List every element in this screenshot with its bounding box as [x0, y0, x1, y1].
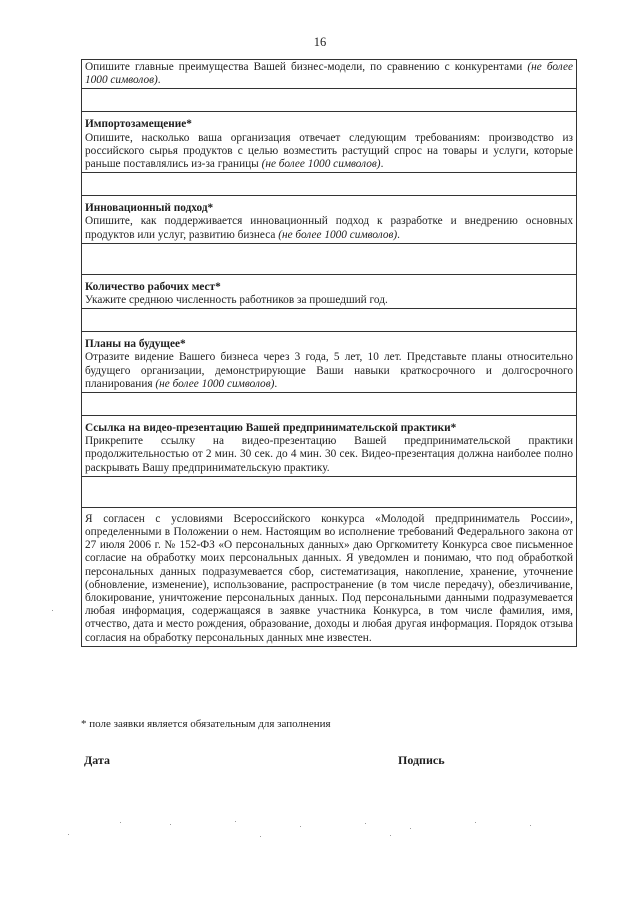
section-row-jobs — [82, 274, 577, 308]
section-prompt — [82, 60, 577, 89]
section-prompt — [82, 332, 577, 393]
section-description: Опишите, как поддерживается инновационный подход к разработке и внедрению основных продуктов или услуг, развитию бизнеса (не более 1000 символов). — [85, 215, 573, 241]
section-title: Инновационный подход* — [85, 202, 214, 215]
answer-row-jobs[interactable] — [82, 309, 577, 332]
answer-field-business-model[interactable] — [82, 89, 577, 112]
section-prompt — [82, 196, 577, 244]
section-row-video-link — [82, 416, 577, 477]
answer-row-video-link[interactable] — [82, 476, 577, 507]
consent-text: Я согласен с условиями Всероссийского конкурса «Молодой предприниматель России», определенными в Положении о нем. Настоящим во исполнение требований Федерального закона от 27 июля 2006 г. № 152-ФЗ «О персональных данных» даю Оргкомитету Конкурса свое письменное согласие на обработку моих персональных данных. Я уведомлен и понимаю, что под обработкой персональных данных подразумевается сбор, систематизация, накопление, хранение, уточнение (обновление, изменение), использование, распространение (в том числе передачу), обезличивание, блокирование, уничтожение персональных данных. Под персональными данными подразумевается любая информация, содержащаяся в заявке участника Конкурса, в том числе фамилия, имя, отчество, дата и место рождения, образование, доходы и любая другая информация. Порядок отзыва согласия на обработку персональных данных мне известен. — [82, 507, 577, 646]
section-row-business-model — [82, 60, 577, 89]
section-title: Импортозамещение* — [85, 118, 192, 131]
scan-speck — [52, 610, 53, 611]
section-title: Планы на будущее* — [85, 338, 186, 351]
answer-field-jobs[interactable] — [82, 309, 577, 332]
answer-row-business-model[interactable] — [82, 89, 577, 112]
signature-label: Подпись — [398, 753, 445, 767]
answer-row-import-substitution[interactable] — [82, 173, 577, 196]
consent-row — [82, 507, 577, 646]
section-row-import-substitution — [82, 112, 577, 173]
section-title: Ссылка на видео-презентацию Вашей предпринимательской практики* — [85, 422, 457, 435]
section-description: Прикрепите ссылку на видео-презентацию Вашей предпринимательской практики продолжительностью от 2 мин. 30 сек. до 4 мин. 30 сек. Видео-презентация должна наиболее полно раскрывать Вашу предпринимательскую практику. — [85, 435, 573, 474]
answer-row-innovation[interactable] — [82, 243, 577, 274]
section-description: Опишите главные преимущества Вашей бизнес-модели, по сравнению с конкурентами (не более 1000 символов). — [85, 61, 574, 87]
section-row-future-plans — [82, 332, 577, 393]
section-description: Укажите среднюю численность работников за прошедший год. — [85, 294, 388, 307]
date-label: Дата — [84, 753, 110, 767]
page-number: 16 — [313, 35, 327, 49]
answer-row-future-plans[interactable] — [82, 393, 577, 416]
scan-noise — [60, 820, 580, 840]
section-description: Опишите, насколько ваша организация отвечает следующим требованиям: производство из российского сырья продуктов с целью возместить растущий спрос на товары и услуги, которые раньше поставлялись из-за границы (не более 1000 символов). — [85, 131, 573, 171]
answer-field-future-plans[interactable] — [82, 393, 577, 416]
answer-field-innovation[interactable] — [82, 243, 577, 274]
required-field-footnote: * поле заявки является обязательным для заполнения — [81, 718, 331, 730]
application-form-table — [81, 59, 577, 647]
section-prompt — [82, 274, 577, 308]
answer-field-import-substitution[interactable] — [82, 173, 577, 196]
section-prompt — [82, 416, 577, 477]
section-prompt — [82, 112, 577, 173]
section-title: Количество рабочих мест* — [85, 280, 221, 293]
answer-field-video-link[interactable] — [82, 476, 577, 507]
section-description: Отразите видение Вашего бизнеса через 3 года, 5 лет, 10 лет. Представьте планы относительно будущего организации, демонстрирующие Ваши навыки краткосрочного и долгосрочного планирования (не более 1000 символов). — [85, 351, 573, 390]
section-row-innovation — [82, 196, 577, 244]
